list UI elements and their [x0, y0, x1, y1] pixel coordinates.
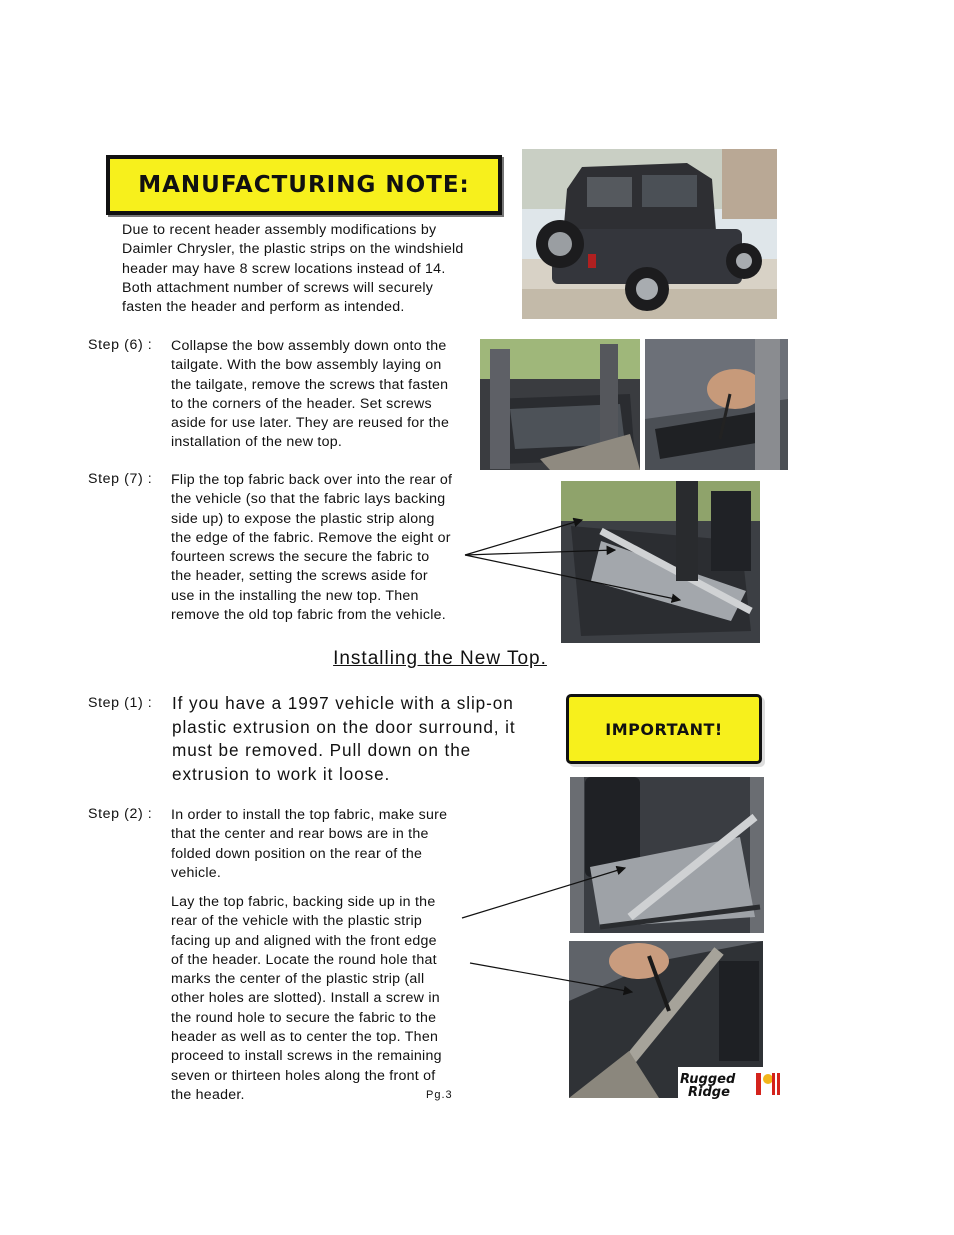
install-step-1-label: Step (1) :: [88, 695, 153, 711]
step-line: Collapse the bow assembly down onto the: [171, 338, 447, 354]
step-7-label: Step (7) :: [88, 471, 153, 487]
install-step-2-para-1: [171, 806, 447, 883]
step-7-text: [171, 471, 452, 625]
step-line: installation of the new top.: [171, 434, 343, 451]
step-line: other holes are slotted). Install a screw in: [171, 990, 440, 1007]
step-line: rear of the vehicle with the plastic strip: [171, 913, 423, 930]
rugged-ridge-logo-mark: [678, 1067, 790, 1101]
step-7-arrows: [460, 515, 690, 615]
step-6-label: Step (6) :: [88, 337, 153, 353]
step-line: Flip the top fabric back over into the rear of: [171, 472, 453, 488]
step-line: fourteen screws the secure the fabric to: [171, 549, 430, 566]
step-line: aside for use later. They are reused for the: [171, 415, 450, 432]
step-line: the edge of the fabric. Remove the eight or: [171, 529, 451, 546]
manufacturing-note-title: MANUFACTURING NOTE:: [138, 172, 470, 198]
step-line: folded down position on the rear of the: [171, 845, 423, 862]
section-title: Installing the New Top.: [333, 648, 547, 669]
install-step-2-label: Step (2) :: [88, 806, 153, 822]
step-line: Lay the top fabric, backing side up in the: [171, 894, 436, 910]
step-line: the tailgate, remove the screws that fasten: [171, 376, 449, 393]
svg-text:Ridge: Ridge: [688, 1085, 730, 1100]
header-screws-photo: [645, 339, 788, 470]
step-line: If you have a 1997 vehicle with a slip-on: [172, 693, 514, 713]
install-step-2-para-2: [171, 893, 442, 1105]
step-line: the header, setting the screws aside for: [171, 568, 428, 585]
step-line: remove the old top fabric from the vehicle.: [171, 607, 446, 624]
step-line: seven or thirteen holes along the front of: [171, 1067, 436, 1084]
note-line: Daimler Chrysler, the plastic strips on the windshield: [122, 241, 464, 258]
important-banner: [566, 694, 762, 764]
install-step-1-text: [172, 692, 516, 787]
step-line: facing up and aligned with the front edge: [171, 932, 437, 949]
step-line: must be removed. Pull down on the: [172, 740, 472, 761]
step-line: use in the installing the new top. Then: [171, 587, 419, 604]
rugged-ridge-logo: [678, 1067, 790, 1101]
note-line: Due to recent header assembly modifications by: [122, 222, 437, 238]
step-line: to the corners of the header. Set screws: [171, 395, 432, 412]
step-line: side up) to expose the plastic strip along: [171, 510, 435, 527]
step-line: that the center and rear bows are in the: [171, 826, 429, 843]
step-2-arrows: [460, 860, 640, 1000]
step-line: the header.: [171, 1086, 245, 1103]
step-line: plastic extrusion on the door surround, it: [172, 716, 516, 737]
svg-text:Rugged: Rugged: [680, 1072, 736, 1087]
step-line: the vehicle (so that the fabric lays backing: [171, 491, 446, 508]
step-line: the round hole to secure the fabric to the: [171, 1009, 437, 1026]
step-line: vehicle.: [171, 864, 222, 881]
step-line: In order to install the top fabric, make sure: [171, 807, 448, 823]
important-label: IMPORTANT!: [605, 719, 723, 739]
step-line: marks the center of the plastic strip (all: [171, 971, 425, 988]
manufacturing-note-banner: [106, 155, 502, 215]
note-line: fasten the header and perform as intended.: [122, 299, 405, 316]
manufacturing-note-text: [122, 221, 464, 317]
step-line: header as well as to center the top. Then: [171, 1029, 439, 1046]
step-line: tailgate. With the bow assembly laying on: [171, 357, 442, 374]
bow-assembly-photo: [480, 339, 640, 470]
step-line: extrusion to work it loose.: [172, 764, 391, 785]
step-line: proceed to install screws in the remaining: [171, 1048, 442, 1065]
note-line: header may have 8 screw locations instead of 14.: [122, 260, 446, 277]
step-6-text: [171, 337, 449, 453]
jeep-soft-top-photo: [522, 149, 777, 319]
step-line: of the header. Locate the round hole that: [171, 951, 437, 968]
note-line: Both attachment number of screws will securely: [122, 279, 434, 296]
page-number: Pg.3: [426, 1089, 453, 1101]
